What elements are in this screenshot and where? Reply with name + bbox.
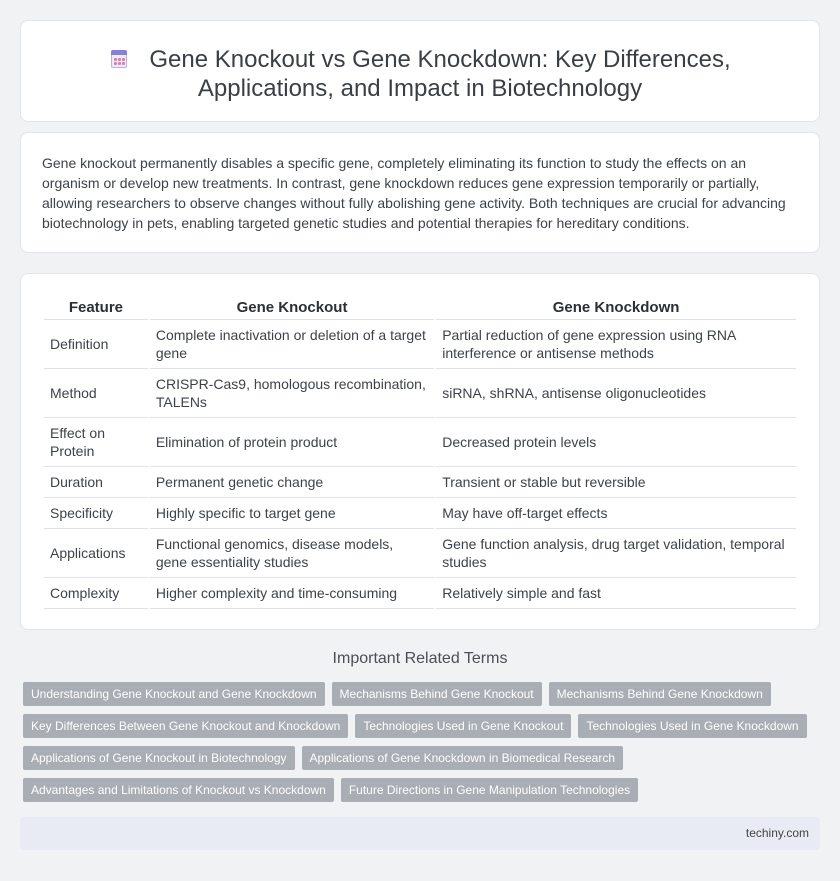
table-header-row [44, 294, 796, 320]
knockout-cell: CRISPR-Cas9, homologous recombination, TALENs [150, 369, 434, 418]
knockdown-cell: Relatively simple and fast [436, 578, 796, 609]
related-tag[interactable]: Advantages and Limitations of Knockout vs Knockdown [23, 778, 334, 802]
related-tag[interactable]: Technologies Used in Gene Knockout [355, 714, 571, 738]
intro-card [20, 132, 820, 253]
tag-row [23, 714, 814, 738]
related-tag[interactable]: Understanding Gene Knockout and Gene Knockdown [23, 682, 325, 706]
table-row [44, 578, 796, 609]
knockdown-cell: Decreased protein levels [436, 418, 796, 467]
comparison-table [42, 294, 798, 609]
related-tag[interactable]: Mechanisms Behind Gene Knockout [332, 682, 542, 706]
knockout-cell: Complete inactivation or deletion of a target gene [150, 320, 434, 369]
knockdown-cell: siRNA, shRNA, antisense oligonucleotides [436, 369, 796, 418]
table-row [44, 529, 796, 578]
header-gene-knockdown: Gene Knockdown [436, 294, 796, 320]
feature-cell: Duration [44, 467, 148, 498]
related-terms-heading: Important Related Terms [332, 650, 508, 667]
knockdown-cell: Transient or stable but reversible [436, 467, 796, 498]
knockout-cell: Permanent genetic change [150, 467, 434, 498]
footer [20, 817, 820, 850]
calendar-icon [109, 49, 129, 69]
knockdown-cell: Gene function analysis, drug target validation, temporal studies [436, 529, 796, 578]
related-tag[interactable]: Mechanisms Behind Gene Knockdown [549, 682, 771, 706]
intro-paragraph: Gene knockout permanently disables a specific gene, completely eliminating its function to study the effects on an organism or develop new treatments. In contrast, gene knockdown reduces gene expression temporarily or partially, allowing researchers to observe changes without fully abolishing gene activity. Both techniques are crucial for advancing biotechnology in pets, enabling targeted genetic studies and potential therapies for hereditary conditions. [42, 155, 786, 231]
knockout-cell: Higher complexity and time-consuming [150, 578, 434, 609]
tag-row [23, 682, 778, 706]
related-tag[interactable]: Applications of Gene Knockout in Biotechnology [23, 746, 295, 770]
site-name[interactable]: techiny.com [745, 826, 809, 840]
related-tag[interactable]: Technologies Used in Gene Knockdown [578, 714, 806, 738]
table-row [44, 320, 796, 369]
feature-cell: Definition [44, 320, 148, 369]
feature-cell: Effect on Protein [44, 418, 148, 467]
tag-row [23, 778, 645, 802]
table-row [44, 369, 796, 418]
related-tag[interactable]: Applications of Gene Knockdown in Biomedical Research [302, 746, 624, 770]
related-tag[interactable]: Key Differences Between Gene Knockout and Knockdown [23, 714, 348, 738]
related-tag[interactable]: Future Directions in Gene Manipulation Technologies [341, 778, 638, 802]
feature-cell: Complexity [44, 578, 148, 609]
table-row [44, 467, 796, 498]
title-line-2: Applications, and Impact in Biotechnology [197, 75, 643, 102]
header-feature: Feature [44, 294, 148, 320]
knockdown-cell: Partial reduction of gene expression using RNA interference or antisense methods [436, 320, 796, 369]
knockdown-cell: May have off-target effects [436, 498, 796, 529]
header-gene-knockout: Gene Knockout [150, 294, 434, 320]
title-card [20, 20, 820, 122]
page-title [21, 45, 819, 103]
knockout-cell: Elimination of protein product [150, 418, 434, 467]
table-row [44, 498, 796, 529]
knockout-cell: Functional genomics, disease models, gene essentiality studies [150, 529, 434, 578]
tag-row [23, 746, 630, 770]
table-row [44, 418, 796, 467]
feature-cell: Applications [44, 529, 148, 578]
title-line-1: Gene Knockout vs Gene Knockdown: Key Differences, [149, 46, 731, 73]
comparison-card [20, 273, 820, 630]
knockout-cell: Highly specific to target gene [150, 498, 434, 529]
feature-cell: Method [44, 369, 148, 418]
feature-cell: Specificity [44, 498, 148, 529]
